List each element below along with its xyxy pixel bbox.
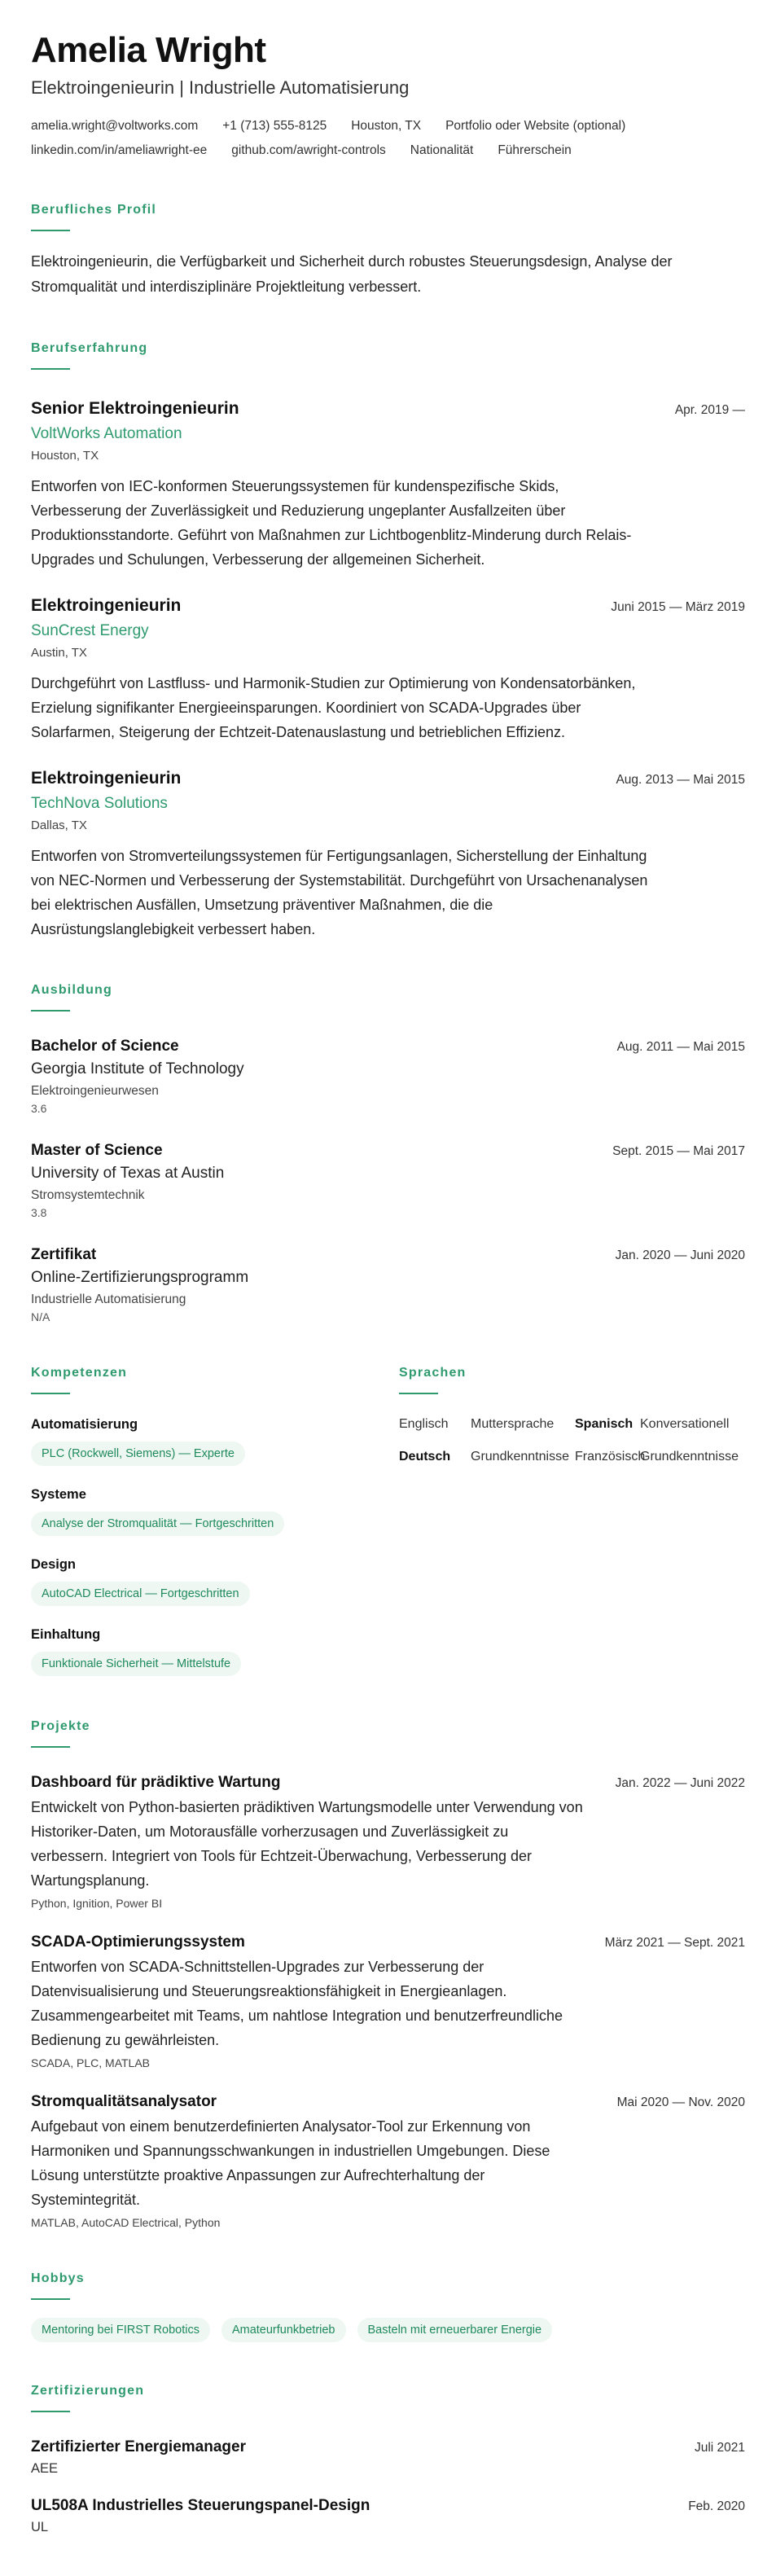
project-item <box>31 1932 745 2070</box>
company-name: TechNova Solutions <box>31 795 168 812</box>
project-title: SCADA-Optimierungssystem <box>31 1933 245 1951</box>
section-divider <box>31 368 70 370</box>
section-divider <box>31 230 70 231</box>
certifications-section <box>31 2383 745 2536</box>
certification-issuer: UL <box>31 2520 49 2534</box>
contact-portfolio[interactable]: Portfolio oder Website (optional) <box>445 119 626 133</box>
certification-name: UL508A Industrielles Steuerungspanel-Design <box>31 2497 370 2514</box>
certification-issuer: AEE <box>31 2461 59 2476</box>
certification-date: Juli 2021 <box>694 2441 745 2455</box>
degree: Zertifikat <box>31 1246 97 1263</box>
project-description: Aufgebaut von einem benutzerdefinierten Analysator-Tool zur Erkennung von Harmoniken und Spannungsschwankungen in industriellen Umgebungen. Diese Lösung unterstützte proaktive Anpassungen zur Aufrechterhaltung der Systemintegrität. <box>31 2118 550 2208</box>
job-description: Entworfen von Stromverteilungssystemen für Fertigungsanlagen, Sicherstellung der Einhaltung von NEC-Normen und Verbesserung der Systemstabilität. Durchgeführt von Ursachenanalysen bei elektrischen Ausfällen, Umsetzung präventiver Maßnahmen, die die Ausrüstungslanglebigkeit verbessert haben. <box>31 848 648 937</box>
section-title-languages: Sprachen <box>399 1366 467 1380</box>
project-title: Stromqualitätsanalysator <box>31 2093 217 2110</box>
certification-date: Feb. 2020 <box>688 2499 745 2513</box>
grade-score: N/A <box>31 1310 50 1323</box>
project-item <box>31 2091 745 2230</box>
hobbies-list <box>31 2318 745 2342</box>
section-title-profile: Berufliches Profil <box>31 203 157 217</box>
languages-section <box>399 1365 745 1676</box>
experience-item <box>31 595 745 744</box>
degree: Master of Science <box>31 1142 163 1159</box>
section-divider <box>31 1746 70 1748</box>
skill-category: Einhaltung <box>31 1627 101 1642</box>
profile-summary: Elektroingenieurin, die Verfügbarkeit und Sicherheit durch robustes Steuerungsdesign, Analyse der Stromqualität und interdisziplinäre Projektleitung verbessert. <box>31 253 673 295</box>
company-name: VoltWorks Automation <box>31 425 182 442</box>
section-title-experience: Berufserfahrung <box>31 341 148 355</box>
project-tools: SCADA, PLC, MATLAB <box>31 2056 151 2069</box>
contact-github[interactable]: github.com/awright-controls <box>231 143 386 157</box>
section-divider <box>31 1393 70 1394</box>
project-description: Entworfen von SCADA-Schnittstellen-Upgrades zur Verbesserung der Datenvisualisierung und Steuerungsreaktionsfähigkeit in Energieanlagen. Zusammengearbeitet mit Teams, um nahtlose Integration und benutzerfreundliche Bedienung zu gewährleisten. <box>31 1959 563 2048</box>
language-level: Grundkenntnisse <box>640 1450 739 1464</box>
project-date: März 2021 — Sept. 2021 <box>604 1936 745 1950</box>
certification-name: Zertifizierter Energiemanager <box>31 2438 246 2455</box>
job-description: Entworfen von IEC-konformen Steuerungssystemen für kundenspezifische Skids, Verbesserung der Zuverlässigkeit und Reduzierung ungeplanter Ausfallzeiten über Produktionsstandorte. Geführt von Maßnahmen zur Lichtbogenblitz-Minderung durch Relais-Upgrades und Schulungen, Verbesserung der allgemeinen Sicherheit. <box>31 478 632 568</box>
project-date: Jan. 2022 — Juni 2022 <box>615 1776 745 1790</box>
job-description: Durchgeführt von Lastfluss- und Harmonik-Studien zur Optimierung von Kondensatorbänken, Erzielung signifikanter Energieeinsparungen. Koordiniert von SCADA-Upgrades über Solarfarmen, Steigerung der Echtzeit-Datenauslastung und betrieblichen Effizienz. <box>31 675 636 740</box>
job-date: Apr. 2019 — <box>674 403 745 417</box>
project-title: Dashboard für prädiktive Wartung <box>31 1774 281 1791</box>
profile-section <box>31 202 745 300</box>
hobby-pill: Basteln mit erneuerbarer Energie <box>357 2318 553 2342</box>
contact-info <box>31 117 650 160</box>
institution: University of Texas at Austin <box>31 1165 225 1182</box>
hobby-pill: Mentoring bei FIRST Robotics <box>31 2318 210 2342</box>
job-location: Houston, TX <box>31 449 99 463</box>
education-item <box>31 1244 745 1324</box>
institution: Georgia Institute of Technology <box>31 1060 244 1077</box>
language-name: Französisch <box>575 1450 646 1464</box>
experience-section <box>31 340 745 941</box>
section-divider <box>31 2298 70 2300</box>
grade-score: 3.8 <box>31 1206 47 1219</box>
hobby-pill: Amateurfunkbetrieb <box>221 2318 346 2342</box>
section-title-certifications: Zertifizierungen <box>31 2384 145 2398</box>
contact-email[interactable]: amelia.wright@voltworks.com <box>31 119 199 133</box>
language-name: Spanisch <box>575 1417 634 1431</box>
section-divider <box>399 1393 438 1394</box>
project-tools: Python, Ignition, Power BI <box>31 1897 163 1910</box>
project-item <box>31 1772 745 1911</box>
languages-list <box>399 1415 745 1466</box>
education-item <box>31 1140 745 1220</box>
contact-drivers-license: Führerschein <box>498 143 572 157</box>
job-title: Elektroingenieurin <box>31 769 182 788</box>
section-title-projects: Projekte <box>31 1719 90 1733</box>
institution: Online-Zertifizierungsprogramm <box>31 1269 249 1286</box>
skill-pill: Funktionale Sicherheit — Mittelstufe <box>31 1652 241 1676</box>
language-level: Konversationell <box>640 1417 730 1431</box>
field-of-study: Industrielle Automatisierung <box>31 1292 186 1306</box>
language-level: Muttersprache <box>471 1417 555 1431</box>
skills-languages-row <box>31 1365 745 1676</box>
skill-category: Systeme <box>31 1487 86 1502</box>
skill-pill: PLC (Rockwell, Siemens) — Experte <box>31 1442 245 1466</box>
language-name: Englisch <box>399 1417 449 1431</box>
job-location: Dallas, TX <box>31 818 87 832</box>
section-title-education: Ausbildung <box>31 983 112 997</box>
education-date: Sept. 2015 — Mai 2017 <box>612 1144 745 1158</box>
grade-score: 3.6 <box>31 1102 47 1115</box>
education-item <box>31 1036 745 1116</box>
contact-phone[interactable]: +1 (713) 555-8125 <box>222 119 327 133</box>
field-of-study: Stromsystemtechnik <box>31 1188 145 1202</box>
section-divider <box>31 1010 70 1012</box>
field-of-study: Elektroingenieurwesen <box>31 1084 159 1098</box>
project-tools: MATLAB, AutoCAD Electrical, Python <box>31 2216 221 2229</box>
hobbies-section <box>31 2271 745 2342</box>
skill-category: Design <box>31 1557 77 1572</box>
resume-header <box>31 29 745 160</box>
certification-item <box>31 2437 745 2477</box>
degree: Bachelor of Science <box>31 1038 179 1055</box>
skill-pill: AutoCAD Electrical — Fortgeschritten <box>31 1582 250 1606</box>
contact-linkedin[interactable]: linkedin.com/in/ameliawright-ee <box>31 143 208 157</box>
skills-section <box>31 1365 399 1676</box>
project-date: Mai 2020 — Nov. 2020 <box>616 2095 745 2109</box>
language-level: Grundkenntnisse <box>471 1450 569 1464</box>
section-divider <box>31 2411 70 2412</box>
contact-nationality: Nationalität <box>410 143 474 157</box>
education-date: Aug. 2011 — Mai 2015 <box>616 1040 745 1054</box>
projects-section <box>31 1718 745 2230</box>
job-title: Elektroingenieurin <box>31 596 182 615</box>
job-location: Austin, TX <box>31 646 87 660</box>
language-name: Deutsch <box>399 1450 451 1464</box>
skill-pill: Analyse der Stromqualität — Fortgeschritten <box>31 1512 284 1536</box>
job-title: Senior Elektroingenieurin <box>31 399 239 418</box>
candidate-name: Amelia Wright <box>31 30 266 70</box>
section-title-hobbies: Hobbys <box>31 2271 85 2285</box>
job-date: Aug. 2013 — Mai 2015 <box>616 773 745 787</box>
skill-category: Automatisierung <box>31 1417 138 1432</box>
candidate-headline: Elektroingenieurin | Industrielle Automatisierung <box>31 77 410 98</box>
job-date: Juni 2015 — März 2019 <box>611 600 745 614</box>
experience-item <box>31 397 745 572</box>
education-section <box>31 982 745 1324</box>
experience-item <box>31 767 745 941</box>
section-title-skills: Kompetenzen <box>31 1366 128 1380</box>
project-description: Entwickelt von Python-basierten prädiktiven Wartungsmodelle unter Verwendung von Historiker-Daten, um Motorausfälle vorherzusagen und Zuverlässigkeit zu verbessern. Integriert von Tools für Echtzeit-Überwachung, Verbesserung der Wartungsplanung. <box>31 1799 583 1889</box>
contact-location: Houston, TX <box>351 119 422 133</box>
company-name: SunCrest Energy <box>31 622 149 639</box>
education-date: Jan. 2020 — Juni 2020 <box>615 1249 745 1262</box>
certification-item <box>31 2495 745 2536</box>
